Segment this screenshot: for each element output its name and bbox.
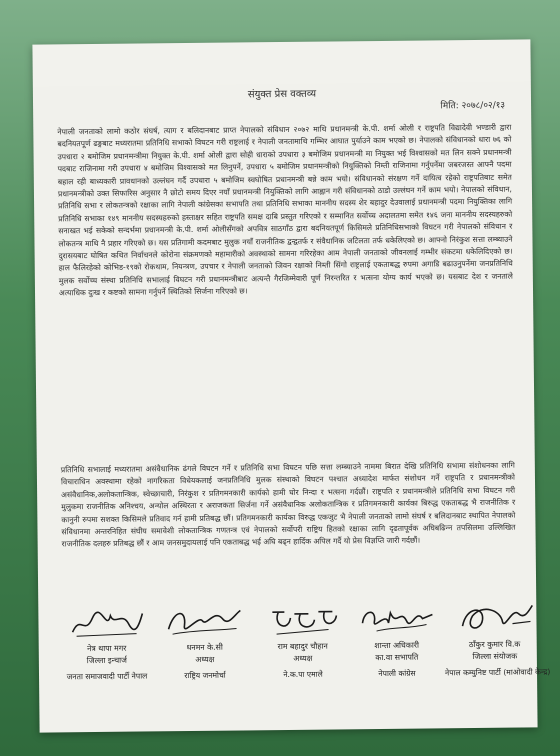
signatures-block bbox=[56, 601, 551, 716]
signatory-2 bbox=[154, 604, 255, 681]
signatory-3 bbox=[252, 603, 353, 680]
signatory-name: धनमन के.सी bbox=[186, 642, 223, 653]
signatory-role: का.वा सभापति bbox=[375, 652, 419, 663]
signatory-name: नेत्र थापा मगर bbox=[87, 643, 127, 654]
signatory-party: नेपाल कम्युनिष्ट पार्टी (माओवादी केन्द्र) bbox=[444, 667, 551, 678]
signatory-name: शान्ता अधिकारी bbox=[374, 640, 420, 651]
document-date: मिति: २०७८/०२/१३ bbox=[440, 100, 506, 112]
document-body-2 bbox=[61, 460, 516, 552]
signatory-name: राम बहादुर चौहान bbox=[277, 641, 328, 652]
handwritten-signature-4 bbox=[356, 602, 436, 637]
signatory-1 bbox=[56, 605, 157, 682]
document-body bbox=[57, 122, 513, 300]
signatory-party: ने.क.पा एमाले bbox=[283, 669, 323, 680]
signatory-party: नेपाली कांग्रेस bbox=[378, 668, 416, 679]
paragraph-2: प्रतिनिधि सभालाई मध्यरातमा असंवैधानिक ढंगले विघटन गर्ने र प्रतिनिधि सभा विघटन पछि सत्ता लम्ब्याउने नाममा बिरात देखि प्रतिनिधि सभामा संशोधनका लागि विचाराधिन अवस्थामा रहेको नागरिकता विधेयकलाई जनप्रतिनिधि मुलक संस्थाको विघटन पश्चात अध्यादेश मार्फत संशोधन गर्ने राष्ट्रपति र प्रधानमन्त्रीको असंवैधानिक,अलोकतान्त्रिक, स्वेच्छाचारी, निरंकुश र प्रतिगमनकारी कार्यको हामी घोर निन्दा र भत्सना गर्दछौं। राष्ट्रपति र प्रधानमन्त्रीले प्रतिनिधि सभा विघटन गरी मुलुकमा राजनीतिक अनिश्चय, अन्योल अस्थिरता र अराजकता सिर्जना गर्ने असंवैधानिक अलोकतान्त्रिक र प्रतिगमनकारी कार्यका बिरुद्ध एकताबद्ध भै राजनीतिक र कानुनी रुपमा सशक्त किसिमले प्रतिवाद गर्न हामी प्रतिबद्ध छौं। प्रतिगमनकारी कार्यका विरुद्ध एकजुट भै नेपाली जनताको लामो संघर्ष र बलिदानबाट स्थापित नेपालको संविधानमा अन्तरनिहित संघीय समावेशी लोकतान्त्रिक गणतन्त्र एवं नेपालको सर्वोपरी राष्ट्रिय हितको रक्षाका लागि दृढतापूर्वक अघिबढिन्‍न तपसिलमा उल्लिखित राजनीतिक दलहरु प्रतिबद्ध छौं र आम जनसमुदायलाई पनि एकताबद्ध भई अघि बढ्न हार्दिक अपिल गर्दै यो प्रेस विज्ञप्ति जारी गर्दछौं। bbox=[60, 460, 516, 549]
signatory-4 bbox=[346, 602, 447, 679]
paragraph-1: नेपाली जनताको लामो कठोर संघर्ष, त्याग र बलिदानबाट प्राप्त नेपालको संविधान २०७२ माथि प्रधानमन्त्री के.पी. शर्मा ओली र राष्ट्रपति विद्यादेवी भण्डारी द्वारा बदनियतपूर्ण ढङ्गबाट मध्यरातमा प्रतिनिधि सभाको विघटन गरी राष्ट्रलाई र नेपाली जनतामाथि गम्भिर आघात पुर्याउने काम भएको छ। नेपालको संविधानको धारा ७६ को उपधारा २ बमोजिम प्रधानमन्त्रीमा नियुक्त के.पी. शर्मा ओली द्वारा सोही धाराको उपधारा ३ बमोजिम प्रधानमन्त्री मा नियुक्त भई विश्वासको मत लिन सक्ने प्रधानमन्त्री पदबाट राजिनामा गरी उपधारा ४ बमोजिम विश्वासको मत लिनुपर्ने, उपधारा ५ बमोजिम प्रधानमन्त्रीको नियुक्तिको निम्ती राजिनामा गर्नुपर्नेमा जबरजस्त आफ्नै पदमा बहाल रही बाध्यकारी प्रावधानको उल्लंघन गर्दै उपधारा ५ बमोजिम स्वघोषित प्रधानमन्त्री बन्ने काम भयो। संविधानको संरक्षण गर्ने दायित्व रहेको राष्ट्रपतिबाट समेत प्रधानमन्त्रीको उक्त सिफारिस अनुसार नै छोटो समय दिएर नयाँ प्रधानमन्त्री नियुक्तिको लागि आह्वान गरी संविधानको ठाडो उल्लंघन गर्ने काम भयो। नेपालको संविधान, प्रतिनिधि सभा र लोकतन्त्रको रक्षाका लागि नेपाली कांग्रेसका सभापति तथा प्रतिनिधि सभाका माननीय सदस्य शेर बहादुर देउवालाई प्रधानमन्त्री पदमा नियुक्तिका लागि प्रतिनिधि सभाका १४९ माननीय सदस्यहरुको हस्ताक्षर सहित राष्ट्रपति समक्ष दाबि प्रस्तुत गरिएको र सम्मानित सर्वोच्च अदालतमा समेत १४६ जना माननीय सदस्यहरुको सनाखत भई सकेको सन्दर्भमा प्रधानमन्त्री के.पी. शर्मा ओलीसँगको अपवित्र साठगाँठ द्वारा बदनियतपूर्ण किसिमले प्रतिनिधिसभाको विघटन गरी नेपालको संविधान र लोकतन्त्र माथि नै प्रहार गरिएको छ। यस प्रतिगामी कदमबाट मुलुक नयाँ राजनीतिक द्वन्द्वतर्फ र संवैधानिक जटिलता तर्फ धकेलिएको छ। आफ्नो निरंकुश सत्ता लम्ब्याउने दुरासयबाट घोषित कथित निर्वाचनले कोरोना संक्रमणको महामारीको अवस्थाको सामना गरिरहेका आम नेपाली जनताको जीवनलाई गम्भीर संकटमा धकेलिदिएको छ। हाल फैलिरहेको कोभिड-१९को रोकथाम, नियन्त्रण, उपचार र नेपाली जनताको जिवन रक्षाको निम्ती सिंगो राष्ट्रलाई एकताबद्ध रुपमा अगाडि बढाउनुपर्नेमा जनप्रतिनिधि मुलक सर्वोच्च संस्था प्रतिनिधि सभालाई विघटन गरी प्रधानमन्त्रीबाट अत्यन्तै गैरजिम्मेवारी पूर्ण निरन्तरित र भत्सना योग्य कार्य भएको छ। यसबाट देश र जनताले अत्याधिक दुःख र कष्टको सामना गर्नुपर्ने स्थितिको सिर्जना गरिएको छ। bbox=[57, 122, 513, 298]
handwritten-signature-2 bbox=[164, 604, 244, 639]
signatory-role: जिल्ला संयोजक bbox=[472, 651, 518, 662]
press-release-paper bbox=[32, 39, 551, 732]
signatory-role: जिल्ला इन्चार्ज bbox=[86, 655, 127, 666]
paper-glare bbox=[32, 39, 530, 86]
signatory-party: राष्ट्रिय जनमोर्चा bbox=[184, 670, 226, 681]
signatory-party: जनता समाजवादी पार्टी नेपाल bbox=[66, 671, 148, 682]
handwritten-signature-1 bbox=[66, 605, 146, 640]
signatory-role: अध्यक्ष bbox=[293, 653, 313, 663]
signatory-5 bbox=[444, 601, 551, 678]
handwritten-signature-5 bbox=[454, 601, 534, 636]
signatory-name: ठाँकुर कुमार वि.क bbox=[468, 639, 521, 650]
signatory-role: अध्यक्ष bbox=[195, 654, 215, 664]
document-title: संयुक्त प्रेस वक्तव्य bbox=[247, 88, 317, 101]
handwritten-signature-3 bbox=[262, 603, 342, 638]
